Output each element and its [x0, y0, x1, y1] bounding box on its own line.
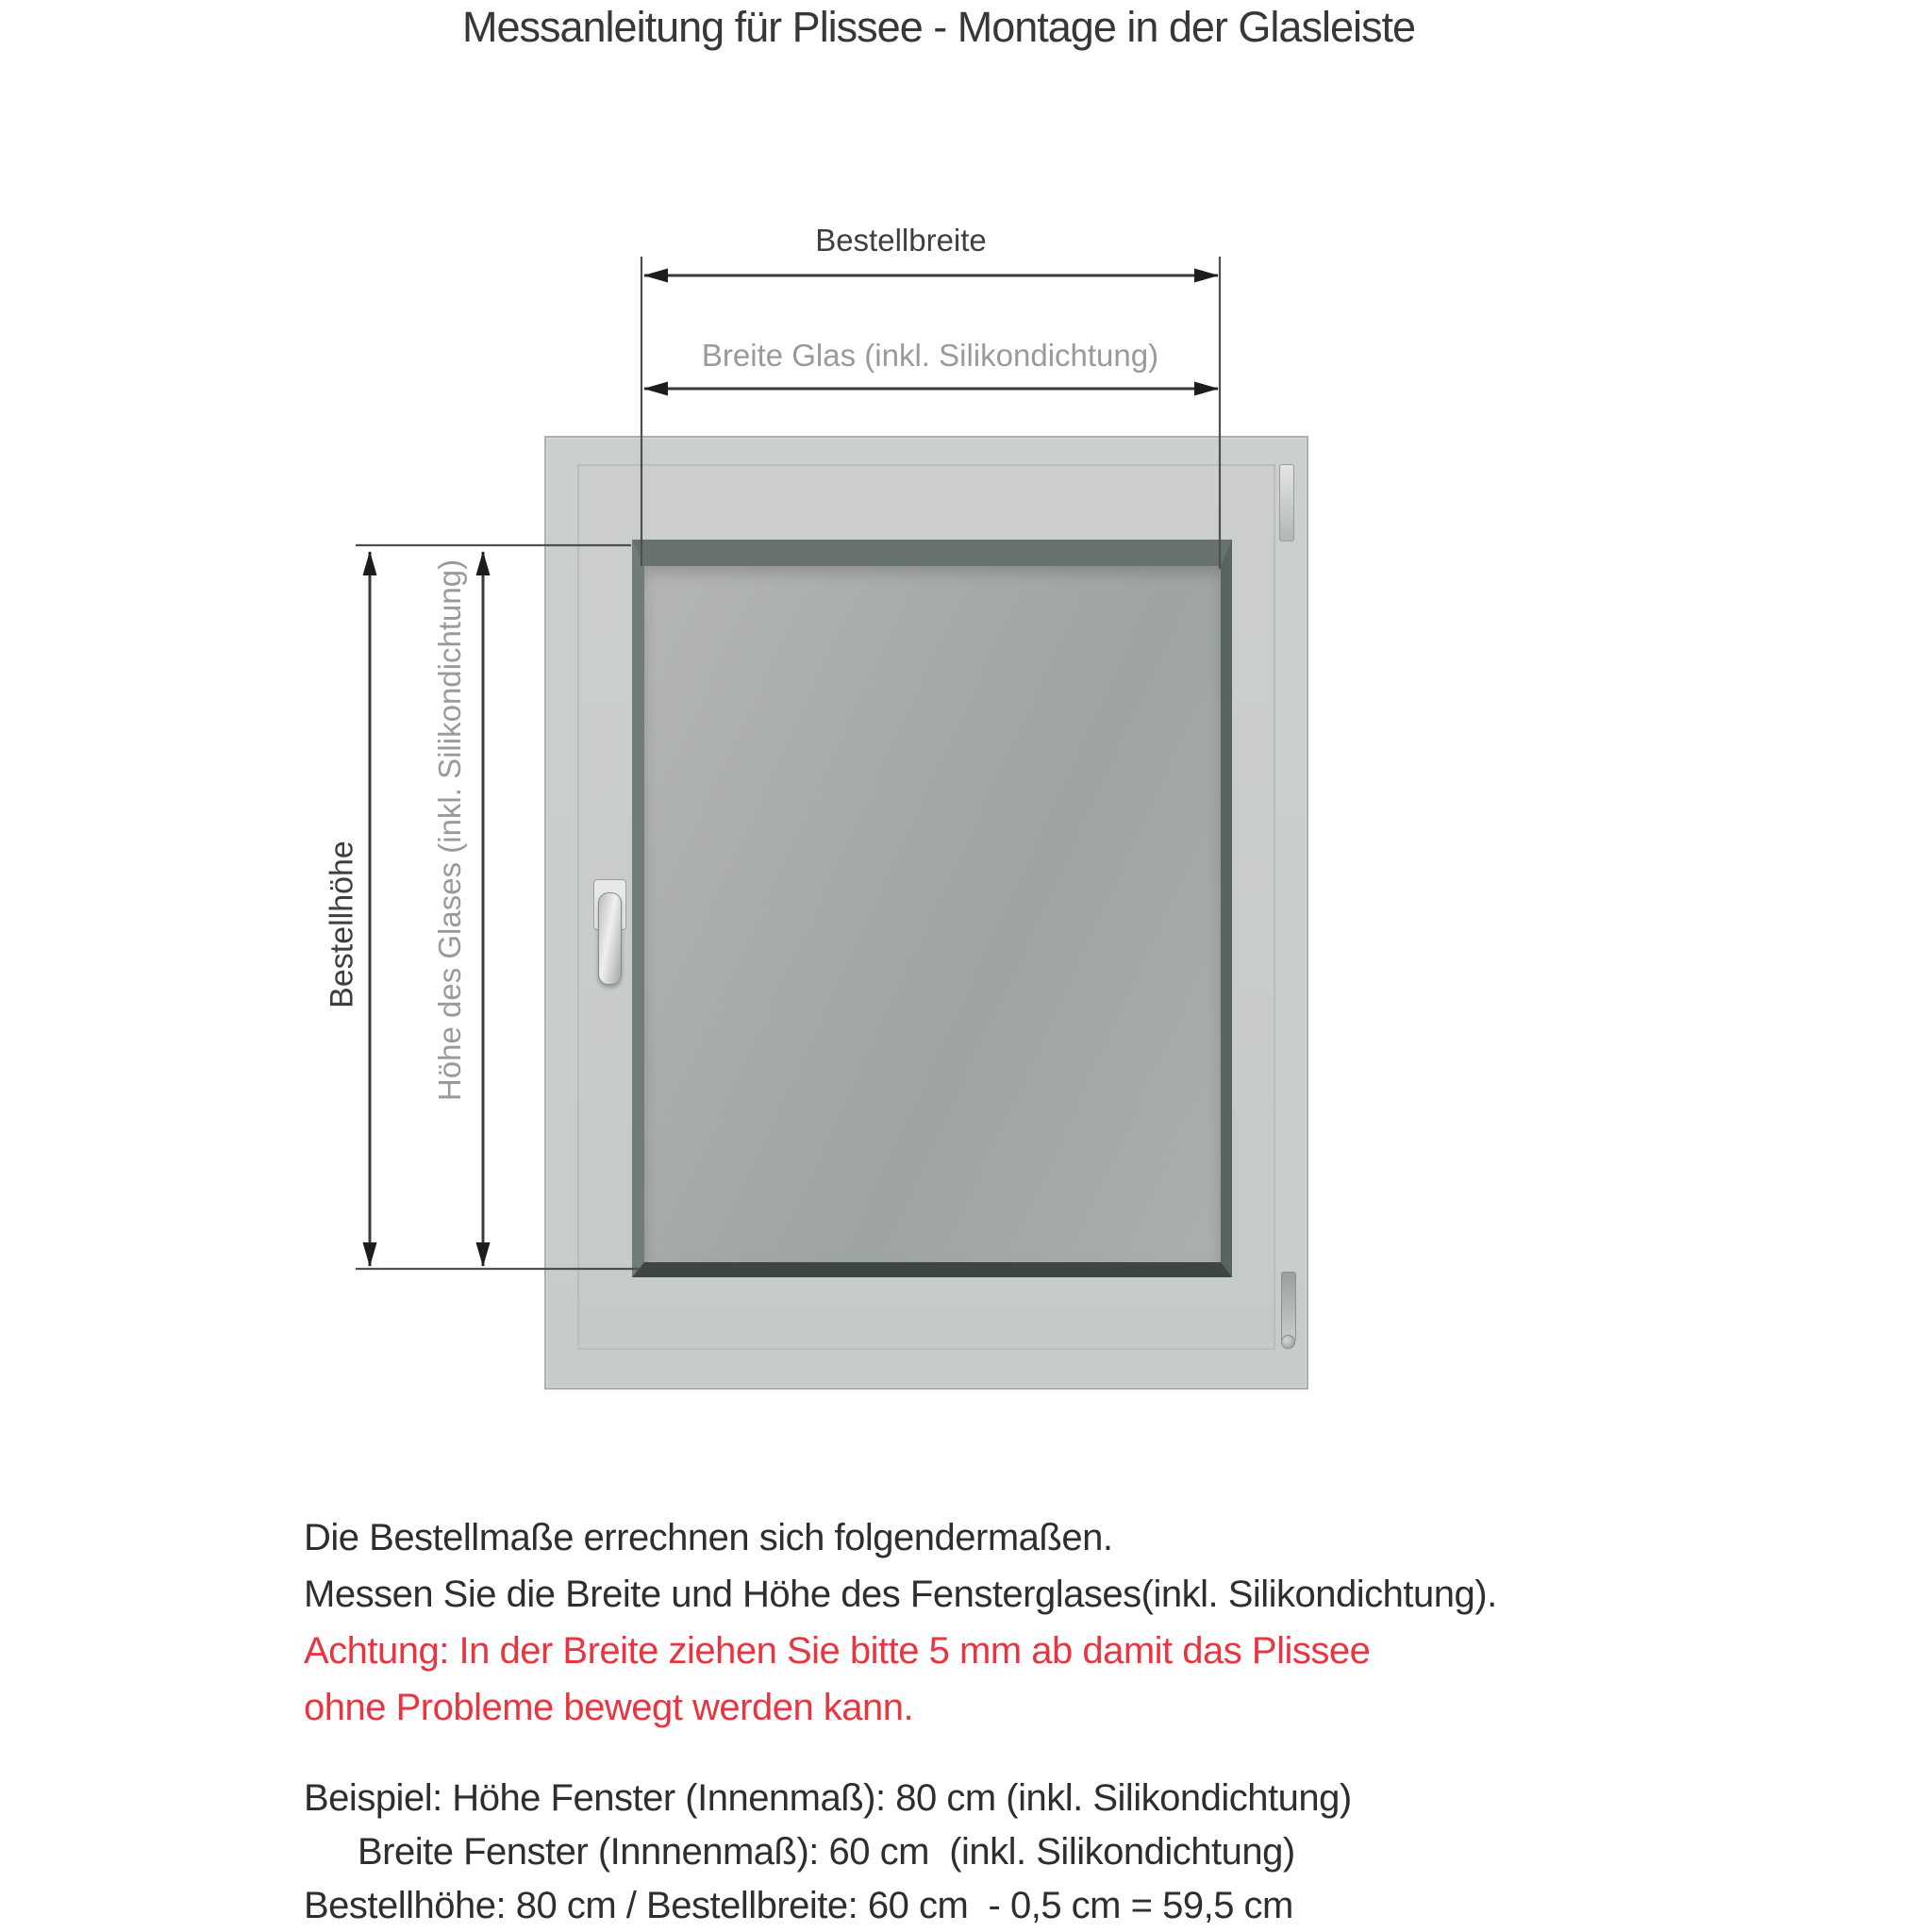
label-order-height: Bestellhöhe [324, 841, 360, 1008]
window-illustration [544, 436, 1308, 1390]
window-hinge-knob [1281, 1335, 1295, 1349]
example-line-1: Beispiel: Höhe Fenster (Innenmaß): 80 cm (inkl. Silikondichtung) [304, 1777, 1352, 1819]
warning-line-2: ohne Probleme bewegt werden kann. [304, 1687, 914, 1728]
example-line-3: Bestellhöhe: 80 cm / Bestellbreite: 60 cm - 0,5 cm = 59,5 cm [304, 1885, 1293, 1926]
label-glass-width: Breite Glas (inkl. Silikondichtung) [701, 338, 1159, 373]
warning-line-1: Achtung: In der Breite ziehen Sie bitte 5 mm ab damit das Plissee [304, 1630, 1371, 1672]
instruction-line-2: Messen Sie die Breite und Höhe des Fensterglases(inkl. Silikondichtung). [304, 1574, 1497, 1615]
window-handle [598, 892, 622, 985]
page-title: Messanleitung für Plissee - Montage in der Glasleiste [461, 3, 1415, 51]
window-hinge-top [1279, 464, 1294, 541]
instructions-block [304, 1509, 1497, 1736]
label-order-width: Bestellbreite [815, 223, 987, 258]
label-glass-height: Höhe des Glases (inkl. Silikondichtung) [432, 558, 467, 1102]
instruction-line-1: Die Bestellmaße errechnen sich folgendermaßen. [304, 1517, 1113, 1558]
example-block [304, 1772, 1352, 1932]
example-line-2: Breite Fenster (Innnenmaß): 60 cm (inkl. Silikondichtung) [358, 1831, 1295, 1873]
window-glass [632, 540, 1232, 1277]
window-hinge-bottom [1281, 1272, 1296, 1341]
